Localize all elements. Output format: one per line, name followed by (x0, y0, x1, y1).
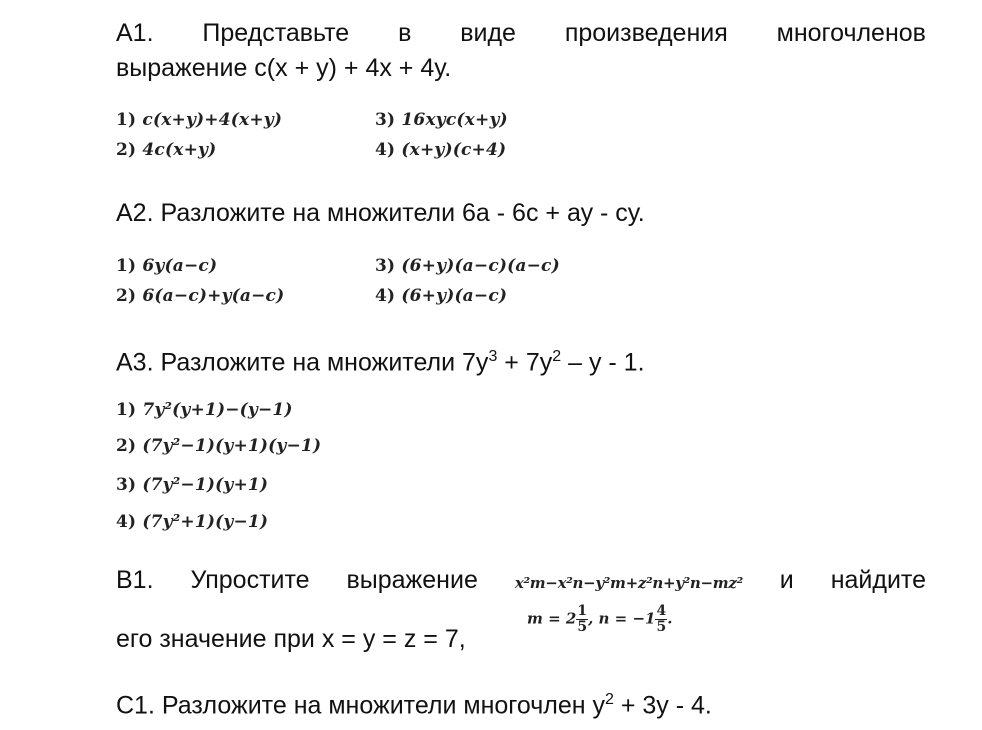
a2-option-1 (116, 256, 217, 276)
a1-word: А1. (116, 19, 154, 47)
question-b1-line2: его значение при х = у = z = 7, (116, 625, 466, 653)
option-number: 1) (116, 110, 137, 130)
c1-text-prefix: С1. Разложите на множители многочлен у (116, 691, 605, 720)
a3-text-prefix: А3. Разложите на множители 7у (116, 348, 489, 377)
option-expression: (x+y)(c+4) (401, 140, 507, 160)
a1-word: Представьте (202, 19, 350, 47)
b1-word: Упростите (190, 566, 310, 594)
a1-word: произведения (564, 19, 728, 47)
option-number: 2) (116, 140, 137, 160)
a1-word: виде (460, 19, 516, 47)
n-denominator: 5 (656, 619, 667, 635)
option-expression: (6+y)(a−c) (401, 286, 508, 306)
option-number: 4) (375, 140, 396, 160)
option-expression: 4c(x+y) (142, 140, 217, 160)
n-label: , n = −1 (588, 609, 656, 628)
a1-option-2 (116, 140, 216, 160)
b1-word: выражение (346, 566, 478, 594)
a1-option-3 (375, 110, 508, 130)
b1-expression: x²m−x²n−y²m+z²n+y²n−mz² (514, 574, 743, 592)
option-number: 4) (116, 512, 137, 532)
option-expression: c(x+y)+4(x+y) (142, 110, 283, 130)
question-c1 (116, 683, 926, 722)
b1-word: найдите (830, 566, 927, 594)
a1-option-1 (116, 110, 282, 130)
option-number: 4) (375, 286, 396, 306)
m-fraction (576, 604, 588, 635)
a3-option-3 (116, 475, 268, 495)
option-number: 3) (375, 110, 396, 130)
b1-word: и (779, 566, 794, 594)
question-a1-line1 (116, 16, 926, 50)
a3-exponent-1: 3 (488, 348, 498, 365)
a3-exponent-2: 2 (552, 348, 562, 365)
a3-option-1 (116, 400, 293, 420)
a3-option-2 (116, 436, 321, 456)
question-b1-line1 (116, 563, 926, 600)
a2-option-2 (116, 286, 284, 306)
b1-word: В1. (116, 566, 154, 594)
a1-option-4 (375, 140, 506, 160)
a2-option-3 (375, 256, 560, 276)
n-numerator: 4 (656, 603, 667, 619)
option-expression: 7y²(y+1)−(y−1) (142, 400, 293, 420)
n-fraction (655, 604, 667, 635)
option-number: 3) (375, 256, 396, 276)
option-expression: 6y(a−c) (142, 256, 218, 276)
option-expression: (7y²−1)(y+1)(y−1) (142, 436, 322, 456)
option-number: 2) (116, 286, 137, 306)
a1-word: многочленов (776, 19, 926, 47)
option-number: 3) (116, 475, 137, 495)
c1-exponent: 2 (605, 691, 614, 708)
option-expression: (6+y)(a−c)(a−c) (401, 256, 560, 276)
a2-option-4 (375, 286, 507, 306)
option-expression: (7y²−1)(y+1) (142, 475, 269, 495)
a1-word: в (398, 19, 412, 47)
question-a3 (116, 340, 926, 379)
a3-text-suffix: – у - 1. (561, 348, 645, 377)
option-number: 1) (116, 256, 137, 276)
option-number: 2) (116, 436, 137, 456)
question-a1-line2: выражение с(х + у) + 4х + 4у. (116, 54, 452, 82)
m-denominator: 5 (577, 619, 588, 635)
m-label: m = 2 (527, 609, 577, 628)
a3-option-4 (116, 512, 268, 532)
question-a2: А2. Разложите на множители 6а - 6с + ау - су. (116, 199, 645, 227)
option-expression: 6(a−c)+y(a−c) (142, 286, 285, 306)
m-numerator: 1 (577, 603, 588, 619)
a3-text-mid: + 7у (497, 348, 553, 377)
option-expression: 16xyc(x+y) (401, 110, 508, 130)
option-expression: (7y²+1)(y−1) (142, 512, 269, 532)
c1-text-suffix: + 3у - 4. (613, 691, 712, 720)
option-number: 1) (116, 400, 137, 420)
b1-end: . (667, 609, 673, 628)
b1-values (527, 604, 672, 635)
